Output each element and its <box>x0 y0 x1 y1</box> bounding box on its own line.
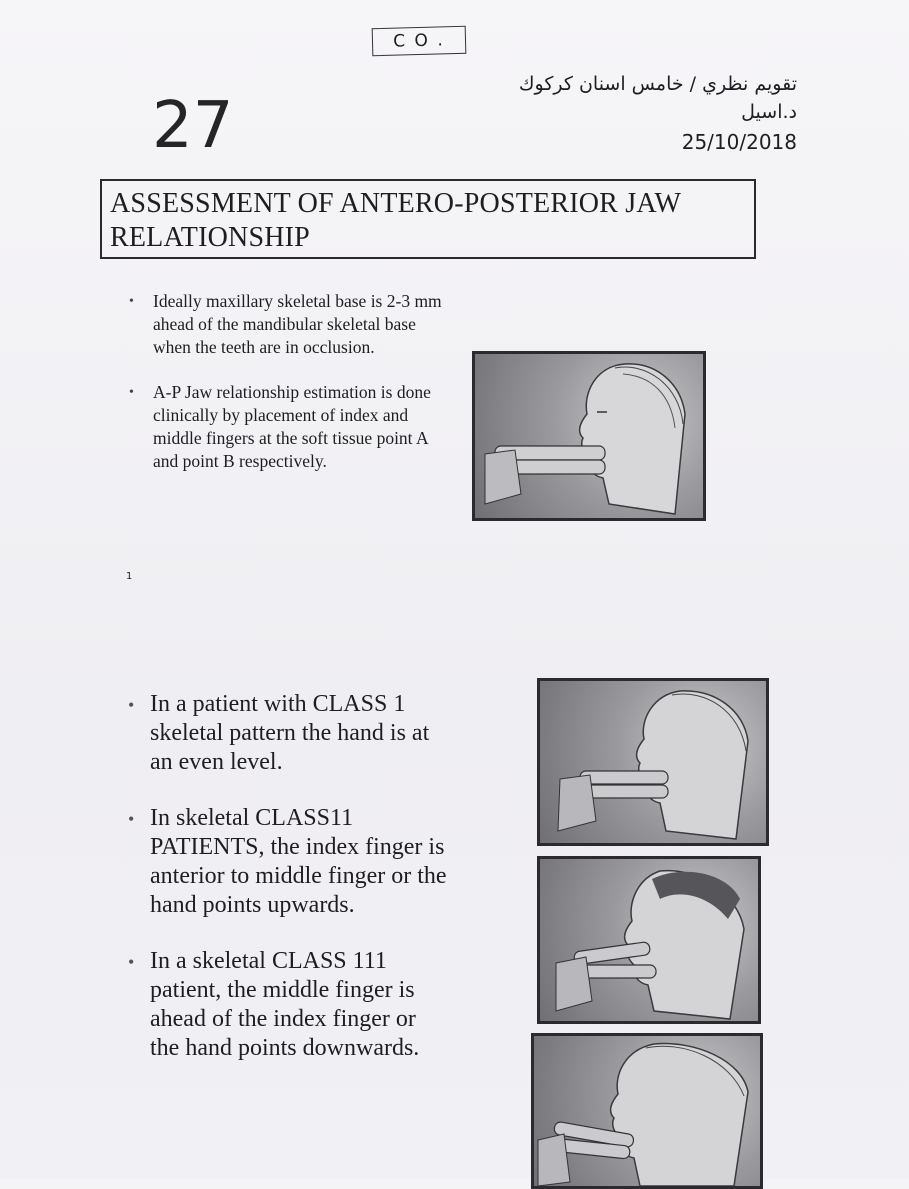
page-title: ASSESSMENT OF ANTERO-POSTERIOR JAW RELATIONSHIP <box>110 188 681 253</box>
patient-profile-fingers-icon <box>472 351 706 521</box>
lecture-date: 25/10/2018 <box>681 130 797 154</box>
arabic-course-line: تقويم نظري / خامس اسنان كركوك <box>518 73 797 95</box>
class3-profile-icon <box>531 1033 763 1189</box>
footnote-number: 1 <box>126 571 133 582</box>
class2-profile-icon <box>537 856 761 1024</box>
arabic-header <box>467 70 797 126</box>
class1-drawing <box>540 681 766 843</box>
class-bullet-list <box>150 690 450 1090</box>
intro-bullet-list <box>153 290 453 495</box>
list-item: • A-P Jaw relationship estimation is done clinically by placement of index and middle fingers at the soft tissue point A and point B respectively. <box>153 381 453 473</box>
class3-drawing <box>534 1036 760 1186</box>
class1-profile-icon <box>537 678 769 846</box>
title-box <box>100 179 756 259</box>
profile-drawing <box>475 354 703 518</box>
arabic-lecturer-line: د.اسيل <box>741 101 797 123</box>
class2-drawing <box>540 859 758 1021</box>
list-item: • In skeletal CLASS11 PATIENTS, the index finger is anterior to middle finger or the hand points upwards. <box>150 804 450 920</box>
list-item: • In a patient with CLASS 1 skeletal pattern the hand is at an even level. <box>150 690 450 777</box>
stamp-box: C O . <box>372 26 467 56</box>
page-number: 27 <box>152 89 234 163</box>
list-item: • In a skeletal CLASS 111 patient, the middle finger is ahead of the index finger or the hand points downwards. <box>150 947 450 1063</box>
list-item: • Ideally maxillary skeletal base is 2-3 mm ahead of the mandibular skeletal base when the teeth are in occlusion. <box>153 290 453 359</box>
